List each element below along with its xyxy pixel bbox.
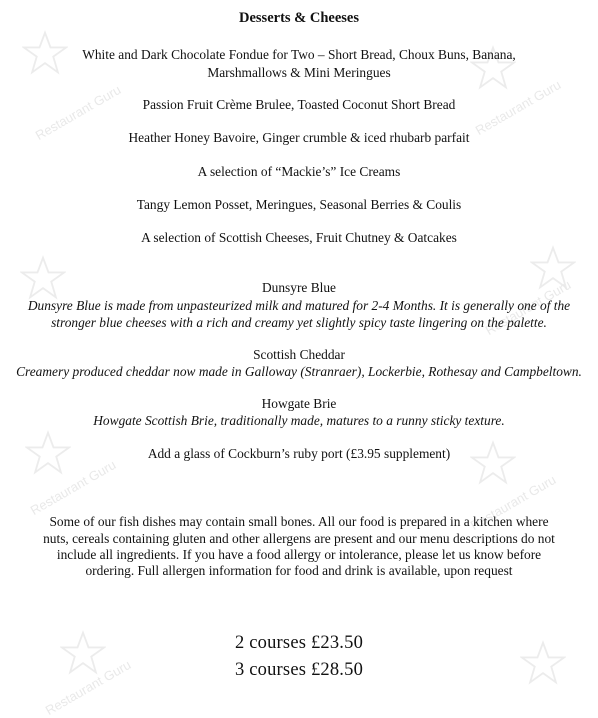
dessert-item: A selection of Scottish Cheeses, Fruit Chutney & Oatcakes	[141, 230, 457, 245]
cheese-description: Howgate Scottish Brie, traditionally made, matures to a runny sticky texture.	[93, 413, 505, 428]
allergen-notice-line: nuts, cereals containing gluten and other allergens are present and our menu descriptions do not	[43, 531, 555, 546]
menu-title: Desserts & Cheeses	[239, 10, 359, 26]
watermark-text: Restaurant Guru	[32, 81, 124, 144]
dessert-item: White and Dark Chocolate Fondue for Two – Short Bread, Choux Buns, Banana,	[82, 47, 516, 62]
port-note: Add a glass of Cockburn’s ruby port (£3.95 supplement)	[147, 446, 451, 461]
dessert-item: Tangy Lemon Posset, Meringues, Seasonal Berries & Coulis	[136, 197, 462, 212]
cheese-name: Howgate Brie	[261, 396, 337, 411]
watermark-text: Restaurant Guru	[472, 76, 564, 139]
dessert-item: Marshmallows & Mini Meringues	[207, 65, 391, 80]
allergen-notice-line: Some of our fish dishes may contain small bones. All our food is prepared in a kitchen where	[49, 514, 549, 529]
watermark-text: Restaurant Guru	[42, 656, 134, 718]
cheese-description: Dunsyre Blue is made from unpasteurized milk and matured for 2-4 Months. It is generally one of the	[27, 298, 571, 313]
watermark-text: Restaurant Guru	[467, 471, 559, 534]
allergen-notice-line: ordering. Full allergen information for food and drink is available, upon request	[85, 563, 513, 578]
cheese-name: Scottish Cheddar	[253, 347, 345, 362]
watermark-text: Restaurant Guru	[482, 276, 574, 339]
watermark-text: Restaurant Guru	[27, 456, 119, 519]
dessert-item: Passion Fruit Crème Brulee, Toasted Coconut Short Bread	[142, 97, 456, 112]
cheese-name: Dunsyre Blue	[261, 280, 336, 295]
cheese-description: stronger blue cheeses with a rich and creamy yet slightly spicy taste lingering on the palette.	[51, 315, 547, 330]
dessert-item: Heather Honey Bavoire, Ginger crumble & iced rhubarb parfait	[128, 130, 470, 145]
price-three-courses: 3 courses £28.50	[234, 660, 364, 680]
cheese-description: Creamery produced cheddar now made in Galloway (Stranraer), Lockerbie, Rothesay and Campbeltown.	[16, 364, 582, 379]
dessert-item: A selection of “Mackie’s” Ice Creams	[197, 164, 401, 179]
allergen-notice-line: include all ingredients. If you have a food allergy or intolerance, please let us know before	[56, 547, 542, 562]
price-two-courses: 2 courses £23.50	[234, 633, 364, 653]
